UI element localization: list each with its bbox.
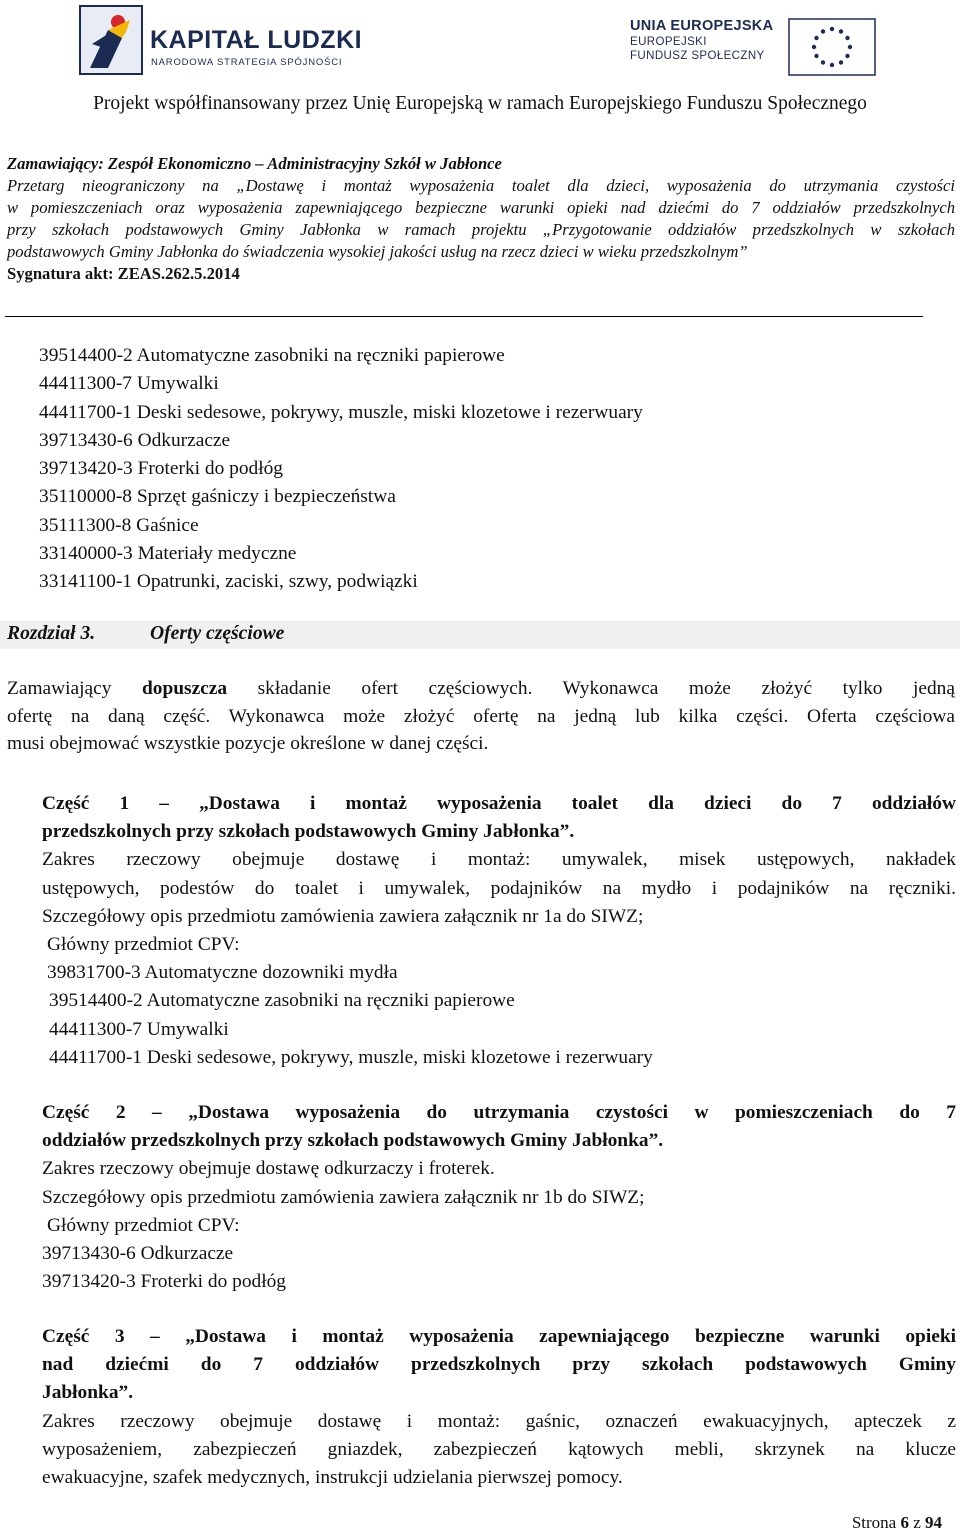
- list-item: 44411700-1 Deski sedesowe, pokrywy, muszle, miski klozetowe i rezerwuary: [49, 1046, 653, 1068]
- list-item: 33141100-1 Opatrunki, zaciski, szwy, podwiązki: [39, 571, 418, 593]
- eu-line3: FUNDUSZ SPOŁECZNY: [630, 50, 765, 62]
- tender-line: podstawowych Gminy Jabłonka do świadczenia wysokiej jakości usług na rzecz dzieci w wieku przedszkolnym”: [7, 242, 748, 261]
- tender-line: Przetarg nieograniczony na „Dostawę i montaż wyposażenia toalet dla dzieci, wyposażenia do utrzymania czystości: [7, 176, 955, 195]
- kapital-ludzki-title: KAPITAŁ LUDZKI: [150, 26, 363, 54]
- part-1-description: Szczegółowy opis przedmiotu zamówienia zawiera załącznik nr 1a do SIWZ;: [42, 905, 644, 927]
- list-item: 33140000-3 Materiały medyczne: [39, 543, 297, 565]
- eu-flag-icon: [788, 18, 876, 76]
- part-3-section: [42, 1323, 956, 1492]
- part-3-scope-cont: wyposażeniem, zabezpieczeń gniazdek, zabezpieczeń kątowych mebli, skrzynek na klucze: [42, 1438, 956, 1460]
- part-3-scope: Zakres rzeczowy obejmuje dostawę i montaż: gaśnic, oznaczeń ewakuacyjnych, apteczek z: [42, 1410, 956, 1432]
- part-2-scope: Zakres rzeczowy obejmuje dostawę odkurzaczy i froterek.: [42, 1158, 495, 1180]
- part-2-description: Szczegółowy opis przedmiotu zamówienia zawiera załącznik nr 1b do SIWZ;: [42, 1186, 645, 1208]
- part-3-title-cont: nad dziećmi do 7 oddziałów przedszkolnych przy szkołach podstawowych Gminy: [42, 1354, 956, 1376]
- list-item: 35110000-8 Sprzęt gaśniczy i bezpieczeństwa: [39, 486, 396, 508]
- page-current: 6: [900, 1513, 909, 1532]
- part-1-title: Część 1 – „Dostawa i montaż wyposażenia toalet dla dzieci do 7 oddziałów: [42, 793, 956, 814]
- cpv-list: [39, 342, 643, 597]
- intro-paragraph: [7, 675, 955, 758]
- eu-esf-logo: [610, 10, 890, 80]
- part-1-scope-cont: ustępowych, podestów do toalet i umywalek, podajników na mydło i podajników na ręczniki.: [42, 877, 956, 899]
- cofinancing-note: Projekt współfinansowany przez Unię Europejską w ramach Europejskiego Funduszu Społecznego: [93, 93, 867, 114]
- part-1-section: [42, 790, 956, 1072]
- kapital-ludzki-logo: [78, 4, 378, 82]
- chapter-title: Oferty częściowe: [150, 623, 285, 644]
- chapter-heading: [0, 621, 960, 649]
- eu-line1: UNIA EUROPEJSKA: [630, 18, 774, 34]
- page-number: [852, 1513, 942, 1533]
- page-total: 94: [925, 1513, 942, 1532]
- intro-text: Zamawiający: [7, 678, 112, 699]
- list-item: 35111300-8 Gaśnice: [39, 514, 199, 536]
- ordering-party: Zamawiający: Zespół Ekonomiczno – Administracyjny Szkół w Jabłonce: [7, 154, 502, 173]
- list-item: 44411300-7 Umywalki: [49, 1018, 229, 1040]
- list-item: 39713430-6 Odkurzacze: [39, 429, 231, 451]
- part-2-cpv-label: Główny przedmiot CPV:: [47, 1214, 240, 1236]
- part-1-cpv-label: Główny przedmiot CPV:: [47, 934, 240, 956]
- eu-line2: EUROPEJSKI: [630, 36, 707, 48]
- list-item: 39514400-2 Automatyczne zasobniki na ręczniki papierowe: [39, 345, 505, 366]
- intro-line: [7, 675, 955, 703]
- part-2-section: [42, 1099, 956, 1296]
- tender-line: przy szkołach podstawowych Gminy Jabłonka w ramach projektu „Przygotowanie oddziałów przedszkolnych w szkołach: [7, 220, 955, 239]
- kapital-ludzki-emblem-icon: [78, 4, 144, 76]
- intro-line: ofertę na daną część. Wykonawca może złożyć ofertę na jedną lub kilka części. Oferta częściowa: [7, 705, 955, 727]
- page-of: z: [913, 1513, 921, 1532]
- ordering-party-block: [7, 153, 955, 285]
- list-item: 39831700-3 Automatyczne dozowniki mydła: [47, 962, 398, 984]
- list-item: 44411300-7 Umywalki: [39, 373, 219, 395]
- part-1-title-cont: przedszkolnych przy szkołach podstawowych Gminy Jabłonka”.: [42, 821, 575, 843]
- case-signature: Sygnatura akt: ZEAS.262.5.2014: [7, 264, 240, 283]
- list-item: 39713420-3 Froterki do podłóg: [42, 1271, 286, 1293]
- header-rule: [5, 316, 923, 317]
- chapter-number: Rozdział 3.: [7, 623, 96, 644]
- tender-line: w pomieszczeniach oraz wyposażenia zapewniającego bezpieczne warunki opieki nad dziećmi do 7 oddziałów przedszkolnych: [7, 198, 955, 217]
- kapital-ludzki-subtitle: NARODOWA STRATEGIA SPÓJNOŚCI: [151, 57, 343, 68]
- list-item: 44411700-1 Deski sedesowe, pokrywy, muszle, miski klozetowe i rezerwuary: [39, 401, 643, 423]
- intro-emphasis: dopuszcza: [141, 678, 228, 699]
- part-3-title: Część 3 – „Dostawa i montaż wyposażenia zapewniającego bezpieczne warunki opieki: [42, 1326, 956, 1347]
- intro-line: musi obejmować wszystkie pozycje określone w danej części.: [7, 733, 489, 754]
- part-3-title-end: Jabłonka”.: [42, 1382, 134, 1404]
- list-item: 39514400-2 Automatyczne zasobniki na ręczniki papierowe: [49, 990, 515, 1012]
- page-label: Strona: [851, 1513, 897, 1532]
- part-3-scope-end: ewakuacyjne, szafek medycznych, instrukcji udzielania pierwszej pomocy.: [42, 1467, 623, 1489]
- intro-text: składanie ofert częściowych. Wykonawca może złożyć tylko jedną: [257, 678, 955, 699]
- eu-text-block: [630, 18, 773, 62]
- part-2-title: Część 2 – „Dostawa wyposażenia do utrzymania czystości w pomieszczeniach do 7: [42, 1102, 956, 1123]
- part-2-title-cont: oddziałów przedszkolnych przy szkołach podstawowych Gminy Jabłonka”.: [42, 1130, 664, 1152]
- list-item: 39713420-3 Froterki do podłóg: [39, 458, 283, 480]
- part-1-scope: Zakres rzeczowy obejmuje dostawę i montaż: umywalek, misek ustępowych, nakładek: [42, 849, 956, 871]
- list-item: 39713430-6 Odkurzacze: [42, 1243, 234, 1265]
